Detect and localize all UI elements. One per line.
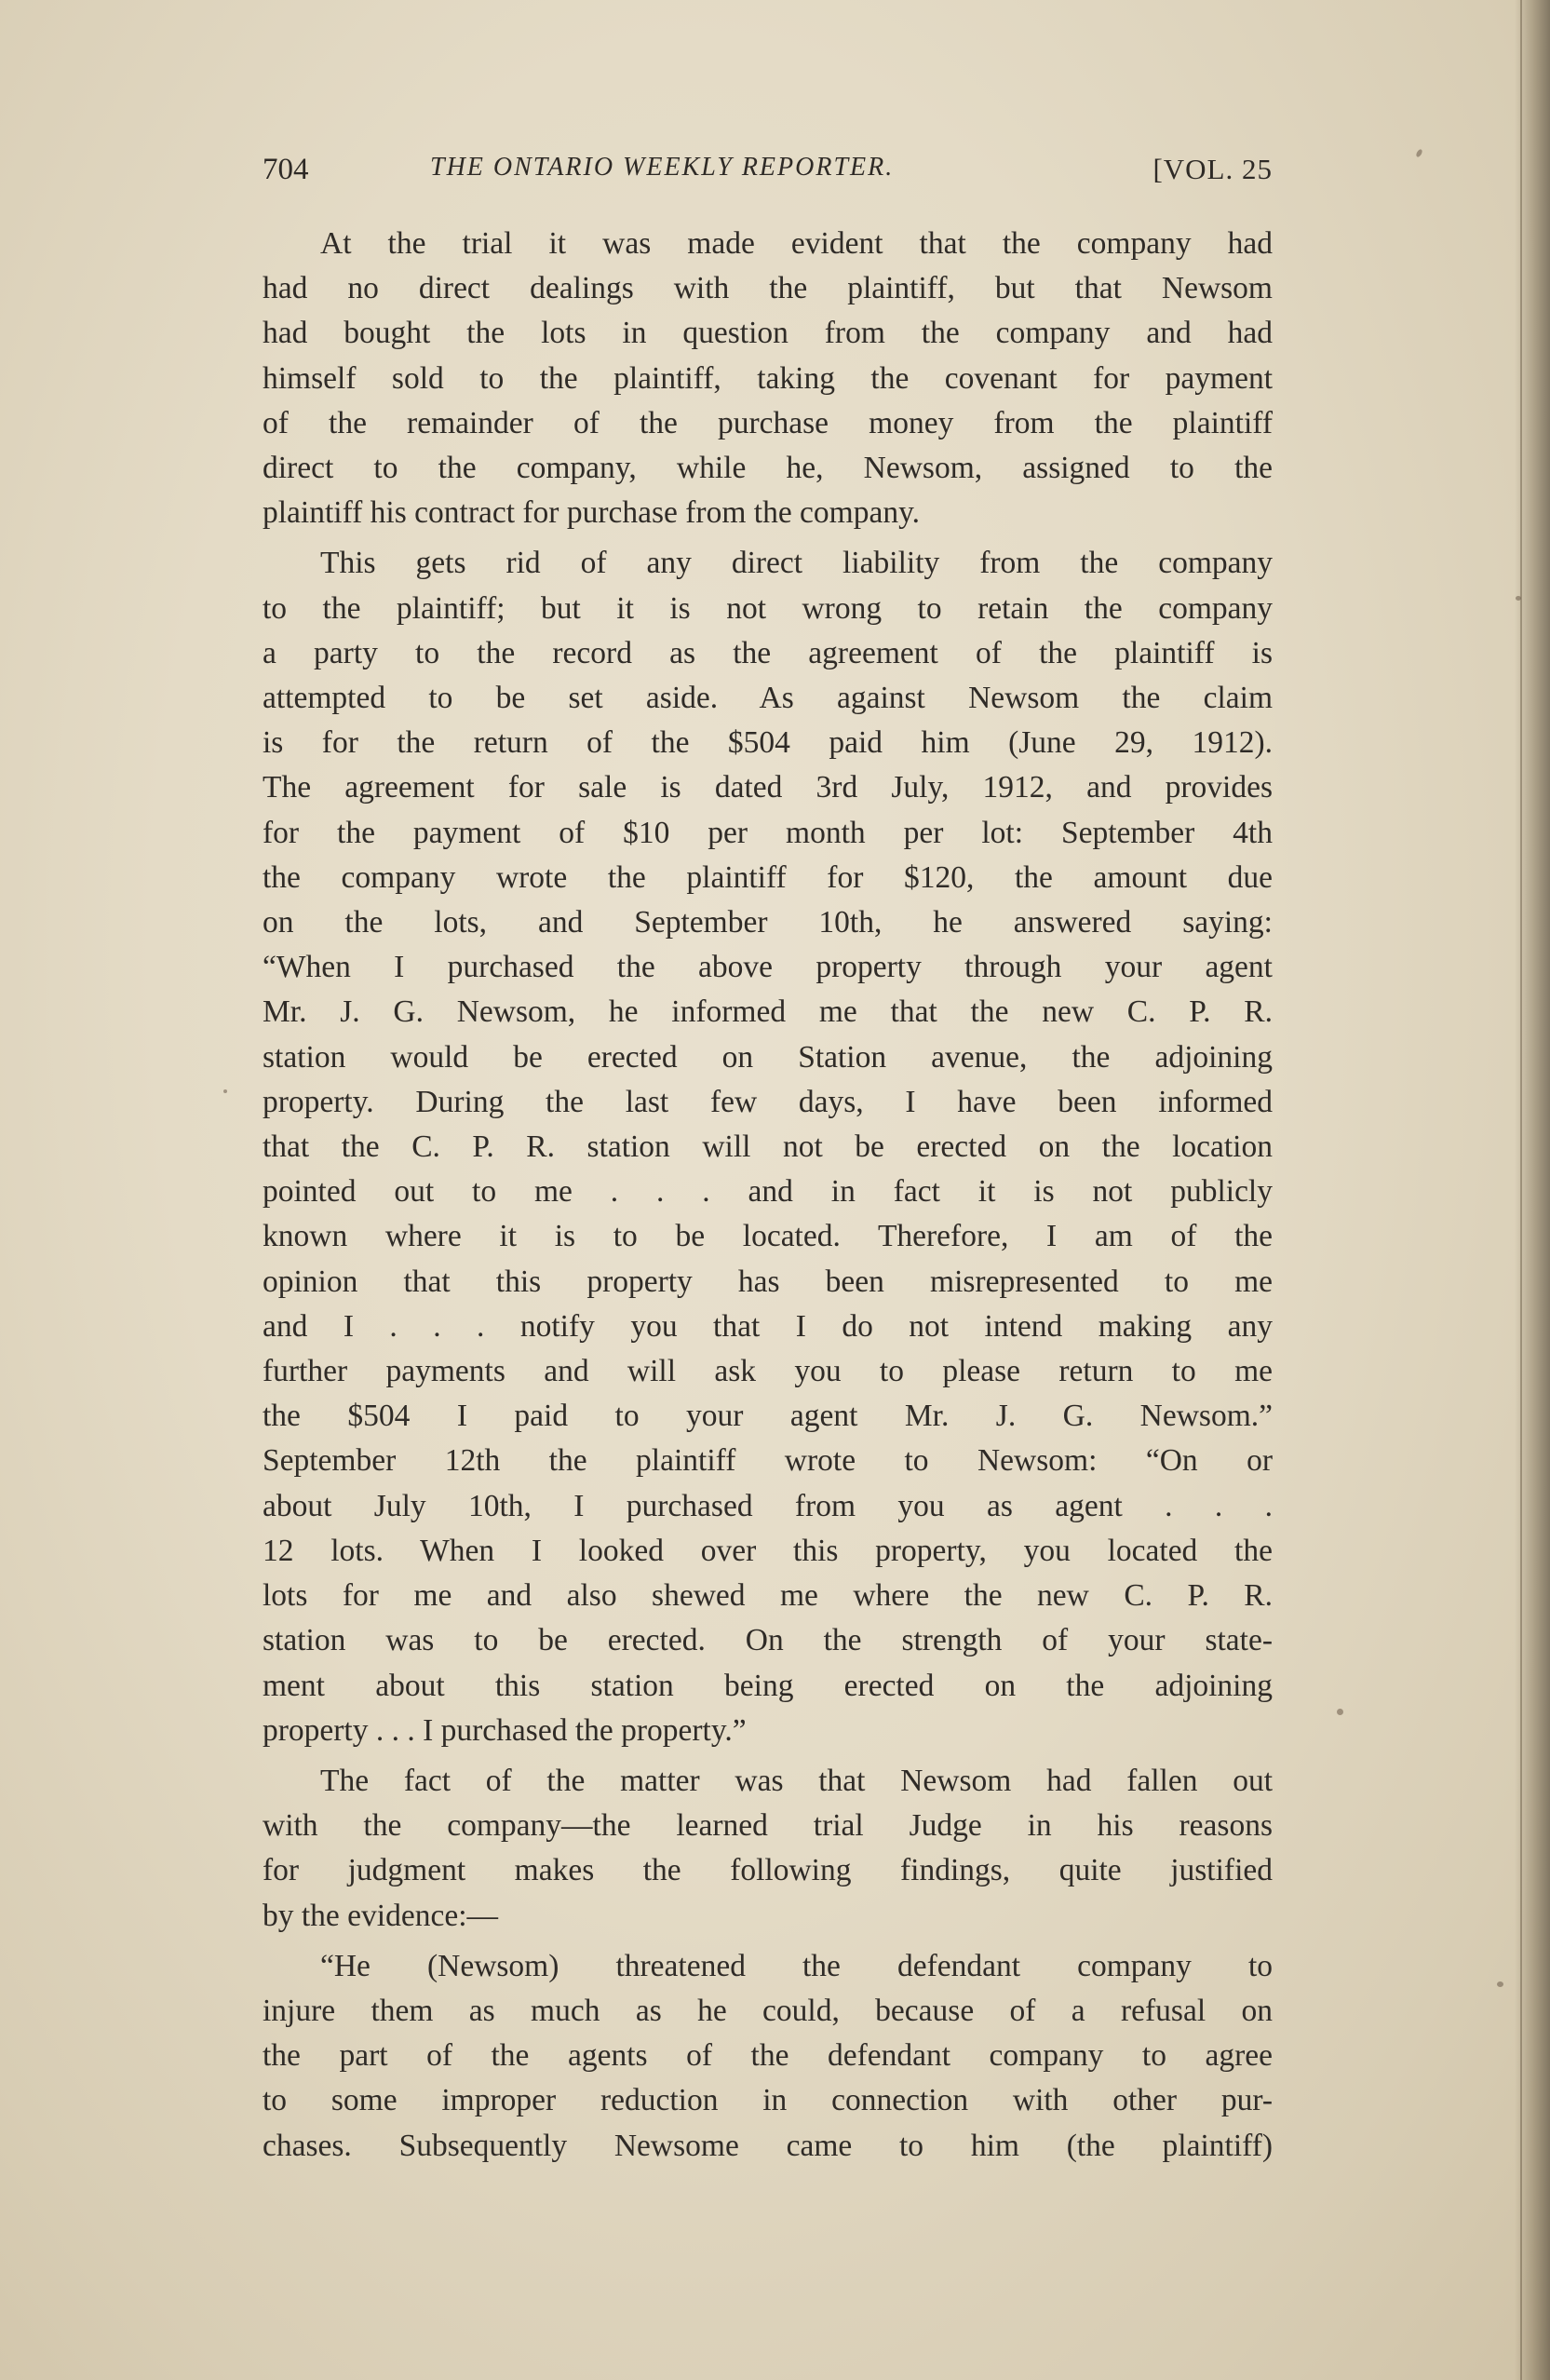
paragraph — [263, 222, 1273, 535]
text-line: “When I purchased the above property through your agent — [263, 950, 1273, 985]
text-line: September 12th the plaintiff wrote to Newsom: “On or — [263, 1443, 1273, 1479]
text-line: plaintiff his contract for purchase from the company. — [263, 495, 921, 531]
text-line: The agreement for sale is dated 3rd July, 1912, and provides — [263, 770, 1273, 805]
text-line: further payments and will ask you to please return to me — [263, 1354, 1273, 1389]
text-line: had bought the lots in question from the company and had — [263, 316, 1273, 351]
paper-speck — [1337, 1709, 1343, 1715]
binding-line — [1520, 0, 1522, 2380]
text-line: attempted to be set aside. As against Newsom the claim — [263, 681, 1273, 716]
text-line: for the payment of $10 per month per lot: September 4th — [263, 815, 1273, 850]
text-line: with the company—the learned trial Judge in his reasons — [263, 1808, 1273, 1844]
text-line: to some improper reduction in connection with other pur- — [263, 2083, 1273, 2118]
text-line: lots for me and also shewed me where the new C. P. R. — [263, 1578, 1273, 1614]
text-line: injure them as much as he could, because of a refusal on — [263, 1993, 1273, 2028]
text-line: “He (Newsom) threatened the defendant company to — [320, 1948, 1273, 1983]
text-line: about July 10th, I purchased from you as agent . . . — [263, 1488, 1273, 1523]
text-line: known where it is to be located. Therefore, I am of the — [263, 1219, 1273, 1254]
page-number: 704 — [263, 153, 309, 186]
text-line: direct to the company, while he, Newsom, assigned to the — [263, 451, 1273, 486]
text-line: Mr. J. G. Newsom, he informed me that the new C. P. R. — [263, 994, 1273, 1030]
text-line: property . . . I purchased the property.” — [263, 1712, 747, 1748]
text-line: At the trial it was made evident that the company had — [320, 226, 1273, 261]
text-line: ment about this station being erected on the adjoining — [263, 1668, 1273, 1703]
paper-speck — [223, 1089, 227, 1093]
text-line: opinion that this property has been misrepresented to me — [263, 1264, 1273, 1299]
text-line: station would be erected on Station avenue, the adjoining — [263, 1039, 1273, 1075]
paragraph — [263, 1944, 1273, 2169]
text-line: property. During the last few days, I have been informed — [263, 1084, 1273, 1119]
text-line: by the evidence:— — [263, 1898, 499, 1933]
text-line: on the lots, and September 10th, he answered saying: — [263, 905, 1273, 940]
text-line: had no direct dealings with the plaintiff, but that Newsom — [263, 271, 1273, 306]
text-line: for judgment makes the following findings, quite justified — [263, 1853, 1273, 1888]
text-line: and I . . . notify you that I do not intend making any — [263, 1308, 1273, 1344]
text-line: is for the return of the $504 paid him (June 29, 1912). — [263, 725, 1273, 761]
text-line: station was to be erected. On the strength of your state- — [263, 1623, 1273, 1658]
paper-speck — [1497, 1981, 1503, 1987]
text-line: The fact of the matter was that Newsom had fallen out — [320, 1763, 1273, 1798]
text-line: the part of the agents of the defendant company to agree — [263, 2038, 1273, 2074]
text-line: himself sold to the plaintiff, taking the covenant for payment — [263, 360, 1273, 396]
text-line: of the remainder of the purchase money from the plaintiff — [263, 405, 1273, 440]
text-line: chases. Subsequently Newsome came to him (the plaintiff) — [263, 2128, 1273, 2163]
running-title: THE ONTARIO WEEKLY REPORTER. — [430, 153, 895, 182]
text-line: a party to the record as the agreement of the plaintiff is — [263, 635, 1273, 670]
paragraph — [263, 541, 1273, 1752]
text-line: pointed out to me . . . and in fact it is not publicly — [263, 1174, 1273, 1210]
text-line: the company wrote the plaintiff for $120, the amount due — [263, 859, 1273, 895]
paper-speck — [1415, 148, 1423, 157]
body-text — [263, 222, 1273, 2174]
page-header — [263, 151, 1273, 196]
text-line: 12 lots. When I looked over this property, you located the — [263, 1533, 1273, 1568]
text-line: This gets rid of any direct liability from the company — [320, 546, 1273, 581]
paragraph — [263, 1759, 1273, 1939]
text-line: to the plaintiff; but it is not wrong to retain the company — [263, 590, 1273, 626]
text-line: that the C. P. R. station will not be erected on the location — [263, 1129, 1273, 1165]
volume-label: [VOL. 25 — [1152, 153, 1273, 185]
text-line: the $504 I paid to your agent Mr. J. G. Newsom.” — [263, 1399, 1273, 1434]
paper-speck — [1516, 596, 1521, 601]
